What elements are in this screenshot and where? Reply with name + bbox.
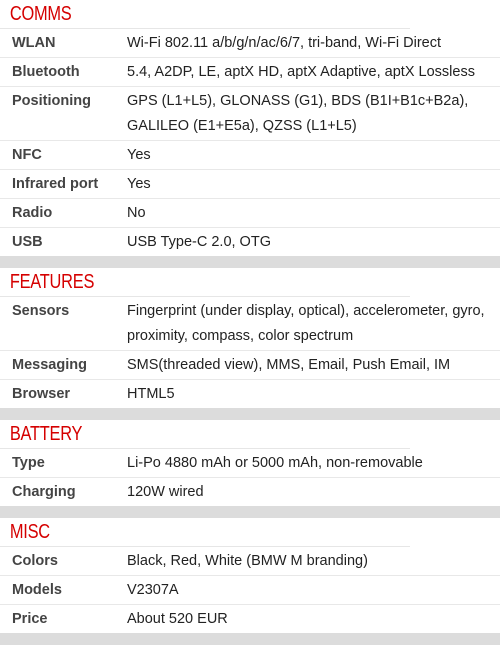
section-separator — [0, 633, 500, 645]
spec-row-bluetooth — [0, 58, 500, 87]
section-comms — [0, 0, 500, 256]
spec-row-charging — [0, 478, 500, 506]
spec-row-usb — [0, 228, 500, 256]
spec-row-colors — [0, 547, 500, 576]
spec-label: Infrared port — [12, 176, 99, 192]
spec-label: Colors — [12, 553, 58, 569]
section-title-misc: MISC — [0, 518, 410, 547]
section-features — [0, 268, 500, 408]
spec-value: About 520 EUR — [127, 611, 228, 627]
spec-value: V2307A — [127, 582, 179, 598]
spec-label: Messaging — [12, 357, 87, 373]
spec-label: WLAN — [12, 35, 56, 51]
section-separator — [0, 506, 500, 518]
spec-label: Sensors — [12, 303, 70, 319]
spec-value: No — [127, 205, 146, 221]
spec-row-sensors — [0, 297, 500, 351]
spec-label: Models — [12, 582, 62, 598]
spec-value: Yes — [127, 147, 151, 163]
spec-label: Charging — [12, 484, 76, 500]
spec-row-price — [0, 605, 500, 633]
section-separator — [0, 408, 500, 420]
spec-row-models — [0, 576, 500, 605]
spec-row-browser — [0, 380, 500, 408]
spec-row-radio — [0, 199, 500, 228]
spec-label: NFC — [12, 147, 42, 163]
spec-row-positioning — [0, 87, 500, 141]
section-battery — [0, 420, 500, 506]
spec-row-type — [0, 449, 500, 478]
spec-value: Wi-Fi 802.11 a/b/g/n/ac/6/7, tri-band, Wi-Fi Direct — [127, 35, 442, 51]
spec-label: Bluetooth — [12, 64, 80, 80]
spec-value: 120W wired — [127, 484, 204, 500]
spec-label: Positioning — [12, 93, 91, 109]
section-title-comms: COMMS — [0, 0, 410, 29]
spec-value: HTML5 — [127, 386, 175, 402]
spec-value: 5.4, A2DP, LE, aptX HD, aptX Adaptive, aptX Lossless — [127, 64, 475, 80]
spec-row-nfc — [0, 141, 500, 170]
spec-label: Radio — [12, 205, 53, 221]
spec-value: Black, Red, White (BMW M branding) — [127, 553, 368, 569]
spec-value: GPS (L1+L5), GLONASS (G1), BDS (B1I+B1c+B2a), GALILEO (E1+E5a), QZSS (L1+L5) — [127, 93, 469, 134]
spec-value: Fingerprint (under display, optical), accelerometer, gyro, proximity, compass, color spectrum — [127, 303, 485, 344]
spec-label: USB — [12, 234, 43, 250]
spec-row-wlan — [0, 29, 500, 58]
section-separator — [0, 256, 500, 268]
section-title-features: FEATURES — [0, 268, 410, 297]
spec-row-infrared-port — [0, 170, 500, 199]
spec-label: Price — [12, 611, 48, 627]
spec-label: Type — [12, 455, 45, 471]
spec-value: Li-Po 4880 mAh or 5000 mAh, non-removable — [127, 455, 423, 471]
spec-value: SMS(threaded view), MMS, Email, Push Email, IM — [127, 357, 451, 373]
spec-value: USB Type-C 2.0, OTG — [127, 234, 271, 250]
spec-label: Browser — [12, 386, 71, 402]
spec-value: Yes — [127, 176, 151, 192]
section-misc — [0, 518, 500, 633]
section-title-battery: BATTERY — [0, 420, 410, 449]
spec-row-messaging — [0, 351, 500, 380]
